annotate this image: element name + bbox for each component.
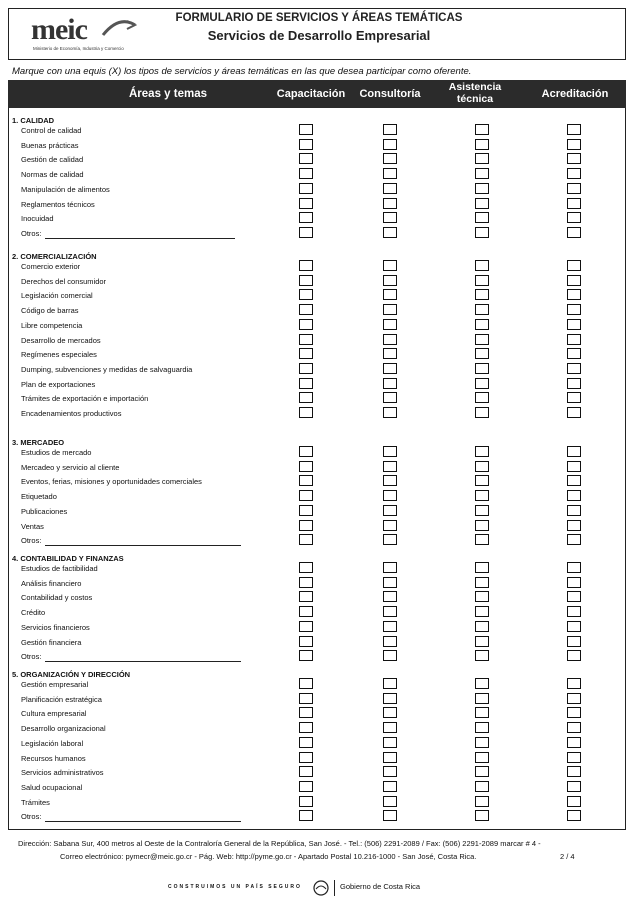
checkbox-asistencia[interactable] xyxy=(475,461,489,472)
column-header-bar xyxy=(8,80,626,108)
checkbox-consultoria[interactable] xyxy=(383,606,397,617)
checkbox-asistencia[interactable] xyxy=(475,446,489,457)
checkbox-acreditacion[interactable] xyxy=(567,781,581,792)
list-item xyxy=(9,183,625,197)
checkbox-acreditacion[interactable] xyxy=(567,212,581,223)
checkbox-consultoria[interactable] xyxy=(383,766,397,777)
item-label: Regímenes especiales xyxy=(21,350,97,360)
checkbox-acreditacion[interactable] xyxy=(567,650,581,661)
checkbox-asistencia[interactable] xyxy=(475,722,489,733)
checkbox-asistencia[interactable] xyxy=(475,348,489,359)
checkbox-asistencia[interactable] xyxy=(475,505,489,516)
list-item xyxy=(9,505,625,519)
checkbox-acreditacion[interactable] xyxy=(567,319,581,330)
checkbox-acreditacion[interactable] xyxy=(567,621,581,632)
checkbox-acreditacion[interactable] xyxy=(567,766,581,777)
checkbox-asistencia[interactable] xyxy=(475,707,489,718)
item-label: Código de barras xyxy=(21,306,79,316)
list-item xyxy=(9,810,625,824)
list-item xyxy=(9,737,625,751)
checkbox-capacitacion[interactable] xyxy=(299,490,313,501)
meic-logo xyxy=(31,15,141,55)
checkbox-acreditacion[interactable] xyxy=(567,490,581,501)
list-item xyxy=(9,461,625,475)
list-item xyxy=(9,781,625,795)
item-label: Análisis financiero xyxy=(21,578,82,588)
checkbox-acreditacion[interactable] xyxy=(567,796,581,807)
list-item xyxy=(9,577,625,591)
checkbox-capacitacion[interactable] xyxy=(299,319,313,330)
list-item xyxy=(9,650,625,664)
section-title: 2. COMERCIALIZACIÓN xyxy=(12,252,97,261)
list-item xyxy=(9,212,625,226)
checkbox-asistencia[interactable] xyxy=(475,275,489,286)
checkbox-consultoria[interactable] xyxy=(383,378,397,389)
checkbox-acreditacion[interactable] xyxy=(567,693,581,704)
checkbox-capacitacion[interactable] xyxy=(299,407,313,418)
item-label: Gestión financiera xyxy=(21,637,82,647)
logo-swoosh-icon xyxy=(101,19,137,39)
checkbox-asistencia[interactable] xyxy=(475,378,489,389)
checkbox-consultoria[interactable] xyxy=(383,461,397,472)
item-label: Salud ocupacional xyxy=(21,782,83,792)
list-item xyxy=(9,319,625,333)
checkbox-acreditacion[interactable] xyxy=(567,678,581,689)
checkbox-asistencia[interactable] xyxy=(475,153,489,164)
checkbox-capacitacion[interactable] xyxy=(299,650,313,661)
item-label: Legislación comercial xyxy=(21,291,93,301)
checkbox-acreditacion[interactable] xyxy=(567,446,581,457)
checkbox-asistencia[interactable] xyxy=(475,198,489,209)
checkbox-capacitacion[interactable] xyxy=(299,810,313,821)
list-item xyxy=(9,606,625,620)
list-item xyxy=(9,378,625,392)
list-item xyxy=(9,198,625,212)
checkbox-consultoria[interactable] xyxy=(383,810,397,821)
checkbox-capacitacion[interactable] xyxy=(299,348,313,359)
other-entry-line[interactable] xyxy=(45,661,241,662)
item-label: Eventos, ferias, misiones y oportunidades comerciales xyxy=(21,477,202,487)
checkbox-acreditacion[interactable] xyxy=(567,124,581,135)
other-entry-line[interactable] xyxy=(45,821,241,822)
checkbox-consultoria[interactable] xyxy=(383,304,397,315)
checkbox-acreditacion[interactable] xyxy=(567,334,581,345)
checkbox-capacitacion[interactable] xyxy=(299,275,313,286)
checkbox-consultoria[interactable] xyxy=(383,227,397,238)
list-item xyxy=(9,707,625,721)
logo-text: meic xyxy=(31,13,87,46)
checkbox-consultoria[interactable] xyxy=(383,752,397,763)
item-label: Trámites xyxy=(21,797,50,807)
form-header xyxy=(8,8,626,60)
checkbox-consultoria[interactable] xyxy=(383,153,397,164)
checkbox-asistencia[interactable] xyxy=(475,124,489,135)
checkbox-asistencia[interactable] xyxy=(475,520,489,531)
checkbox-asistencia[interactable] xyxy=(475,591,489,602)
logo-subtitle: Ministerio de Economía, Industria y Comercio xyxy=(33,46,124,51)
item-label: Ventas xyxy=(21,521,44,531)
list-item xyxy=(9,124,625,138)
section-title: 4. CONTABILIDAD Y FINANZAS xyxy=(12,554,124,563)
column-header-consultoria: Consultoría xyxy=(359,88,421,100)
checkbox-capacitacion[interactable] xyxy=(299,168,313,179)
list-item xyxy=(9,591,625,605)
checkbox-consultoria[interactable] xyxy=(383,636,397,647)
checkbox-consultoria[interactable] xyxy=(383,168,397,179)
item-label: Desarrollo organizacional xyxy=(21,724,106,734)
checkbox-acreditacion[interactable] xyxy=(567,407,581,418)
checkbox-acreditacion[interactable] xyxy=(567,348,581,359)
checkbox-consultoria[interactable] xyxy=(383,183,397,194)
checkbox-acreditacion[interactable] xyxy=(567,260,581,271)
checkbox-capacitacion[interactable] xyxy=(299,124,313,135)
list-item xyxy=(9,621,625,635)
checkbox-capacitacion[interactable] xyxy=(299,392,313,403)
column-header-acreditacion: Acreditación xyxy=(541,88,609,100)
list-item xyxy=(9,693,625,707)
checkbox-asistencia[interactable] xyxy=(475,475,489,486)
checkbox-consultoria[interactable] xyxy=(383,591,397,602)
checkbox-asistencia[interactable] xyxy=(475,577,489,588)
checkbox-asistencia[interactable] xyxy=(475,752,489,763)
checkbox-capacitacion[interactable] xyxy=(299,606,313,617)
checkbox-asistencia[interactable] xyxy=(475,168,489,179)
column-header-capacitacion: Capacitación xyxy=(276,88,346,100)
checkbox-capacitacion[interactable] xyxy=(299,693,313,704)
government-footer xyxy=(168,880,468,896)
item-label: Contabilidad y costos xyxy=(21,593,93,603)
checkbox-consultoria[interactable] xyxy=(383,334,397,345)
item-label: Crédito xyxy=(21,608,46,618)
checkbox-capacitacion[interactable] xyxy=(299,446,313,457)
checkbox-consultoria[interactable] xyxy=(383,289,397,300)
list-item xyxy=(9,289,625,303)
checkbox-acreditacion[interactable] xyxy=(567,475,581,486)
list-item xyxy=(9,796,625,810)
checkbox-capacitacion[interactable] xyxy=(299,678,313,689)
checkbox-acreditacion[interactable] xyxy=(567,392,581,403)
section-title: 5. ORGANIZACIÓN Y DIRECCIÓN xyxy=(12,670,131,679)
checkbox-asistencia[interactable] xyxy=(475,606,489,617)
checkbox-acreditacion[interactable] xyxy=(567,153,581,164)
checkbox-capacitacion[interactable] xyxy=(299,520,313,531)
item-label: Dumping, subvenciones y medidas de salvaguardia xyxy=(21,364,193,374)
checkbox-consultoria[interactable] xyxy=(383,275,397,286)
checkbox-consultoria[interactable] xyxy=(383,407,397,418)
checkbox-consultoria[interactable] xyxy=(383,363,397,374)
item-label: Desarrollo de mercados xyxy=(21,335,101,345)
checkbox-acreditacion[interactable] xyxy=(567,304,581,315)
checkbox-capacitacion[interactable] xyxy=(299,707,313,718)
column-header-areas: Áreas y temas xyxy=(129,88,207,100)
checkbox-asistencia[interactable] xyxy=(475,650,489,661)
checkbox-asistencia[interactable] xyxy=(475,766,489,777)
checkbox-asistencia[interactable] xyxy=(475,139,489,150)
list-item xyxy=(9,227,625,241)
checkbox-consultoria[interactable] xyxy=(383,621,397,632)
checkbox-asistencia[interactable] xyxy=(475,407,489,418)
checkbox-capacitacion[interactable] xyxy=(299,577,313,588)
checkbox-consultoria[interactable] xyxy=(383,520,397,531)
checkbox-capacitacion[interactable] xyxy=(299,781,313,792)
checkbox-capacitacion[interactable] xyxy=(299,153,313,164)
government-label: Gobierno de Costa Rica xyxy=(340,882,421,891)
checkbox-acreditacion[interactable] xyxy=(567,534,581,545)
instructions-text: Marque con una equis (X) los tipos de servicios y áreas temáticas en las que desea participar como oferente. xyxy=(12,66,472,77)
checkbox-acreditacion[interactable] xyxy=(567,289,581,300)
checkbox-consultoria[interactable] xyxy=(383,722,397,733)
checkbox-asistencia[interactable] xyxy=(475,490,489,501)
item-label: Estudios de factibilidad xyxy=(21,564,98,573)
form-subtitle: Servicios de Desarrollo Empresarial xyxy=(207,28,431,43)
checkbox-acreditacion[interactable] xyxy=(567,591,581,602)
checkbox-capacitacion[interactable] xyxy=(299,766,313,777)
checkbox-capacitacion[interactable] xyxy=(299,378,313,389)
checkbox-capacitacion[interactable] xyxy=(299,260,313,271)
checkbox-asistencia[interactable] xyxy=(475,810,489,821)
checkbox-acreditacion[interactable] xyxy=(567,183,581,194)
checkbox-acreditacion[interactable] xyxy=(567,198,581,209)
checkbox-asistencia[interactable] xyxy=(475,212,489,223)
form-title: FORMULARIO DE SERVICIOS Y ÁREAS TEMÁTICAS xyxy=(175,12,463,24)
item-label: Servicios financieros xyxy=(21,622,90,632)
checkbox-capacitacion[interactable] xyxy=(299,334,313,345)
list-item xyxy=(9,153,625,167)
checkbox-capacitacion[interactable] xyxy=(299,461,313,472)
item-label: Cultura empresarial xyxy=(21,709,87,719)
list-item xyxy=(9,446,625,460)
list-item xyxy=(9,139,625,153)
checkbox-asistencia[interactable] xyxy=(475,260,489,271)
item-label: Mercadeo y servicio al cliente xyxy=(21,462,120,472)
list-item xyxy=(9,766,625,780)
footer-address: Dirección: Sabana Sur, 400 metros al Oeste de la Contraloría General de la República, San José. - Tel.: (506) 2291-2089 / Fax: (506) 2291-2089 marcar # 4 - xyxy=(18,839,541,848)
checkbox-acreditacion[interactable] xyxy=(567,520,581,531)
item-label: Estudios de mercado xyxy=(21,448,92,457)
checkbox-acreditacion[interactable] xyxy=(567,562,581,573)
item-label: Otros: xyxy=(21,652,42,662)
checkbox-acreditacion[interactable] xyxy=(567,505,581,516)
list-item xyxy=(9,168,625,182)
footer-contact: Correo electrónico: pymecr@meic.go.cr - Pág. Web: http://pyme.go.cr - Apartado Postal 10.216-1000 - San José, Costa Rica. xyxy=(60,852,477,861)
checkbox-asistencia[interactable] xyxy=(475,534,489,545)
list-item xyxy=(9,392,625,406)
item-label: Comercio exterior xyxy=(21,262,81,271)
item-label: Otros: xyxy=(21,228,42,238)
item-label: Reglamentos técnicos xyxy=(21,199,95,209)
item-label: Plan de exportaciones xyxy=(21,379,96,389)
checkbox-consultoria[interactable] xyxy=(383,124,397,135)
list-item xyxy=(9,752,625,766)
item-label: Encadenamientos productivos xyxy=(21,409,122,418)
checkbox-consultoria[interactable] xyxy=(383,707,397,718)
checkbox-asistencia[interactable] xyxy=(475,227,489,238)
page-number: 2 / 4 xyxy=(560,852,575,861)
item-label: Inocuidad xyxy=(21,214,54,224)
checkbox-capacitacion[interactable] xyxy=(299,212,313,223)
checkbox-consultoria[interactable] xyxy=(383,198,397,209)
item-label: Normas de calidad xyxy=(21,170,84,180)
other-entry-line[interactable] xyxy=(45,238,235,239)
checkbox-acreditacion[interactable] xyxy=(567,722,581,733)
checkbox-asistencia[interactable] xyxy=(475,334,489,345)
checkbox-capacitacion[interactable] xyxy=(299,621,313,632)
checkbox-consultoria[interactable] xyxy=(383,475,397,486)
checkbox-consultoria[interactable] xyxy=(383,319,397,330)
list-item xyxy=(9,348,625,362)
item-label: Otros: xyxy=(21,536,42,546)
list-item xyxy=(9,363,625,377)
item-label: Servicios administrativos xyxy=(21,768,104,778)
list-item xyxy=(9,475,625,489)
checkbox-consultoria[interactable] xyxy=(383,446,397,457)
item-label: Manipulación de alimentos xyxy=(21,184,110,194)
list-item xyxy=(9,722,625,736)
checkbox-acreditacion[interactable] xyxy=(567,461,581,472)
checkbox-capacitacion[interactable] xyxy=(299,562,313,573)
section-title: 3. MERCADEO xyxy=(12,438,65,447)
list-item xyxy=(9,490,625,504)
checkbox-capacitacion[interactable] xyxy=(299,227,313,238)
checkbox-consultoria[interactable] xyxy=(383,562,397,573)
checkbox-asistencia[interactable] xyxy=(475,693,489,704)
checkbox-capacitacion[interactable] xyxy=(299,591,313,602)
checkbox-acreditacion[interactable] xyxy=(567,752,581,763)
list-item xyxy=(9,334,625,348)
checkbox-acreditacion[interactable] xyxy=(567,636,581,647)
checkbox-consultoria[interactable] xyxy=(383,678,397,689)
checkbox-acreditacion[interactable] xyxy=(567,810,581,821)
item-label: Legislación laboral xyxy=(21,738,84,748)
checkbox-capacitacion[interactable] xyxy=(299,505,313,516)
item-label: Publicaciones xyxy=(21,506,68,516)
checkbox-capacitacion[interactable] xyxy=(299,183,313,194)
list-item xyxy=(9,678,625,692)
checkbox-asistencia[interactable] xyxy=(475,392,489,403)
list-item xyxy=(9,407,625,421)
checkbox-asistencia[interactable] xyxy=(475,363,489,374)
checkbox-capacitacion[interactable] xyxy=(299,636,313,647)
slogan: CONSTRUIMOS UN PAÍS SEGURO xyxy=(168,884,302,890)
checkbox-acreditacion[interactable] xyxy=(567,275,581,286)
checkbox-acreditacion[interactable] xyxy=(567,168,581,179)
coat-of-arms-icon xyxy=(312,880,330,896)
item-label: Trámites de exportación e importación xyxy=(21,394,149,404)
checkbox-consultoria[interactable] xyxy=(383,534,397,545)
checkbox-capacitacion[interactable] xyxy=(299,752,313,763)
checkbox-asistencia[interactable] xyxy=(475,737,489,748)
checkbox-consultoria[interactable] xyxy=(383,392,397,403)
checkbox-capacitacion[interactable] xyxy=(299,475,313,486)
item-label: Derechos del consumidor xyxy=(21,276,107,286)
list-item xyxy=(9,520,625,534)
services-table xyxy=(8,108,626,830)
checkbox-acreditacion[interactable] xyxy=(567,707,581,718)
checkbox-capacitacion[interactable] xyxy=(299,722,313,733)
checkbox-asistencia[interactable] xyxy=(475,319,489,330)
item-label: Planificación estratégica xyxy=(21,694,102,704)
checkbox-asistencia[interactable] xyxy=(475,562,489,573)
checkbox-asistencia[interactable] xyxy=(475,183,489,194)
checkbox-consultoria[interactable] xyxy=(383,505,397,516)
checkbox-asistencia[interactable] xyxy=(475,621,489,632)
checkbox-asistencia[interactable] xyxy=(475,304,489,315)
checkbox-consultoria[interactable] xyxy=(383,490,397,501)
list-item xyxy=(9,562,625,576)
checkbox-asistencia[interactable] xyxy=(475,636,489,647)
checkbox-consultoria[interactable] xyxy=(383,348,397,359)
checkbox-capacitacion[interactable] xyxy=(299,289,313,300)
checkbox-capacitacion[interactable] xyxy=(299,363,313,374)
checkbox-capacitacion[interactable] xyxy=(299,198,313,209)
checkbox-acreditacion[interactable] xyxy=(567,378,581,389)
item-label: Gestión empresarial xyxy=(21,680,89,689)
checkbox-acreditacion[interactable] xyxy=(567,227,581,238)
item-label: Otros: xyxy=(21,812,42,822)
list-item xyxy=(9,260,625,274)
checkbox-capacitacion[interactable] xyxy=(299,304,313,315)
checkbox-capacitacion[interactable] xyxy=(299,139,313,150)
checkbox-capacitacion[interactable] xyxy=(299,534,313,545)
checkbox-acreditacion[interactable] xyxy=(567,606,581,617)
checkbox-consultoria[interactable] xyxy=(383,693,397,704)
checkbox-consultoria[interactable] xyxy=(383,796,397,807)
checkbox-acreditacion[interactable] xyxy=(567,363,581,374)
checkbox-acreditacion[interactable] xyxy=(567,737,581,748)
item-label: Control de calidad xyxy=(21,126,82,135)
checkbox-consultoria[interactable] xyxy=(383,781,397,792)
checkbox-capacitacion[interactable] xyxy=(299,737,313,748)
checkbox-acreditacion[interactable] xyxy=(567,577,581,588)
checkbox-asistencia[interactable] xyxy=(475,796,489,807)
item-label: Etiquetado xyxy=(21,492,57,502)
checkbox-asistencia[interactable] xyxy=(475,781,489,792)
checkbox-asistencia[interactable] xyxy=(475,289,489,300)
item-label: Libre competencia xyxy=(21,320,83,330)
list-item xyxy=(9,534,625,548)
list-item xyxy=(9,304,625,318)
checkbox-acreditacion[interactable] xyxy=(567,139,581,150)
list-item xyxy=(9,275,625,289)
column-header-asistencia: Asistencia técnica xyxy=(448,81,502,105)
section-title: 1. CALIDAD xyxy=(12,116,55,125)
checkbox-consultoria[interactable] xyxy=(383,139,397,150)
checkbox-consultoria[interactable] xyxy=(383,650,397,661)
checkbox-capacitacion[interactable] xyxy=(299,796,313,807)
item-label: Buenas prácticas xyxy=(21,140,79,150)
checkbox-consultoria[interactable] xyxy=(383,577,397,588)
checkbox-consultoria[interactable] xyxy=(383,260,397,271)
list-item xyxy=(9,636,625,650)
checkbox-asistencia[interactable] xyxy=(475,678,489,689)
other-entry-line[interactable] xyxy=(45,545,241,546)
item-label: Gestión de calidad xyxy=(21,155,84,165)
footer-divider xyxy=(334,880,335,896)
checkbox-consultoria[interactable] xyxy=(383,737,397,748)
item-label: Recursos humanos xyxy=(21,753,86,763)
checkbox-consultoria[interactable] xyxy=(383,212,397,223)
